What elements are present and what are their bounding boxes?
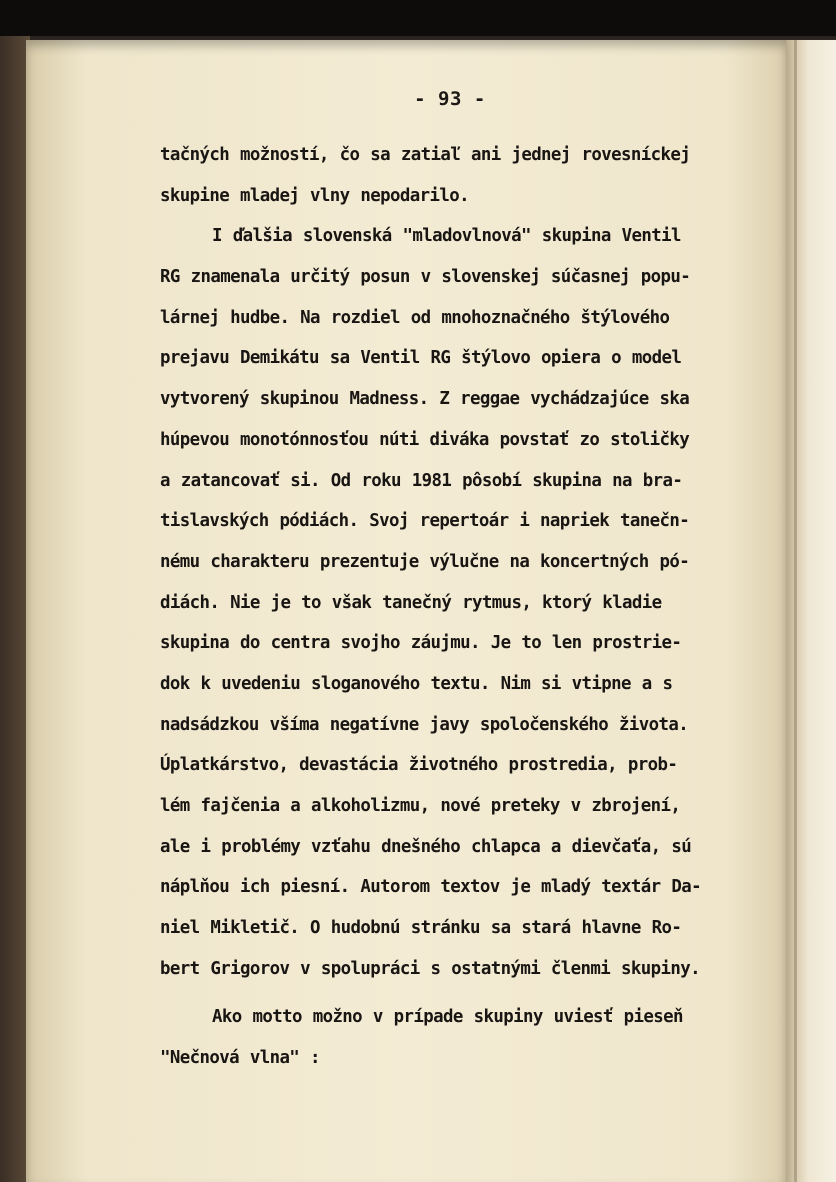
text-line: bert Grigorov v spolupráci s ostatnými členmi skupiny. [160, 958, 700, 979]
text-line: tačných možností, čo sa zatiaľ ani jednej rovesníckej [160, 145, 691, 165]
text-line: vytvorený skupinou Madness. Z reggae vychádzajúce ska [160, 389, 690, 410]
text-line: Ako motto možno v prípade skupiny uviesť pieseň [212, 1007, 683, 1028]
text-line: Úplatkárstvo, devastácia životného prostredia, prob- [160, 755, 678, 776]
text-line: niel Mikletič. O hudobnú stránku sa stará hlavne Ro- [160, 918, 682, 939]
text-line: a zatancovať si. Od roku 1981 pôsobí skupina na bra- [160, 470, 683, 491]
text-line: náplňou ich piesní. Autorom textov je mladý textár Da- [160, 877, 701, 898]
text-line: nému charakteru prezentuje výlučne na koncertných pó- [160, 551, 690, 572]
text-line: lém fajčenia a alkoholizmu, nové preteky v zbrojení, [160, 796, 681, 816]
text-line: I ďalšia slovenská "mladovlnová" skupina Ventil [212, 226, 681, 247]
scanner-border [0, 0, 836, 36]
text-line: dok k uvedeniu sloganového textu. Nim si vtipne a s [160, 673, 673, 694]
text-line: húpevou monotónnosťou núti diváka povstať zo stoličky [160, 429, 690, 450]
text-line: lárnej hudbe. Na rozdiel od mnohoznačného štýlového [160, 307, 670, 328]
body-text [160, 145, 720, 1089]
text-line: tislavských pódiách. Svoj repertoár i napriek tanečn- [160, 511, 690, 532]
page-number: - 93 - [414, 88, 486, 110]
text-line: RG znamenala určitý posun v slovenskej súčasnej popu- [160, 267, 691, 288]
paragraph-gap [160, 999, 720, 1007]
text-line: "Nečnová vlna" : [160, 1048, 320, 1069]
page-edge [786, 40, 836, 1182]
text-line: prejavu Demikátu sa Ventil RG štýlovo opiera o model [160, 348, 682, 369]
text-line: skupina do centra svojho záujmu. Je to len prostrie- [160, 633, 682, 654]
text-line: nadsádzkou všíma negatívne javy spoločenského života. [160, 714, 689, 735]
text-line: diách. Nie je to však tanečný rytmus, ktorý kladie [160, 592, 662, 613]
text-line: ale i problémy vzťahu dnešného chlapca a dievčaťa, sú [160, 836, 692, 857]
text-line: skupine mladej vlny nepodarilo. [160, 185, 469, 206]
